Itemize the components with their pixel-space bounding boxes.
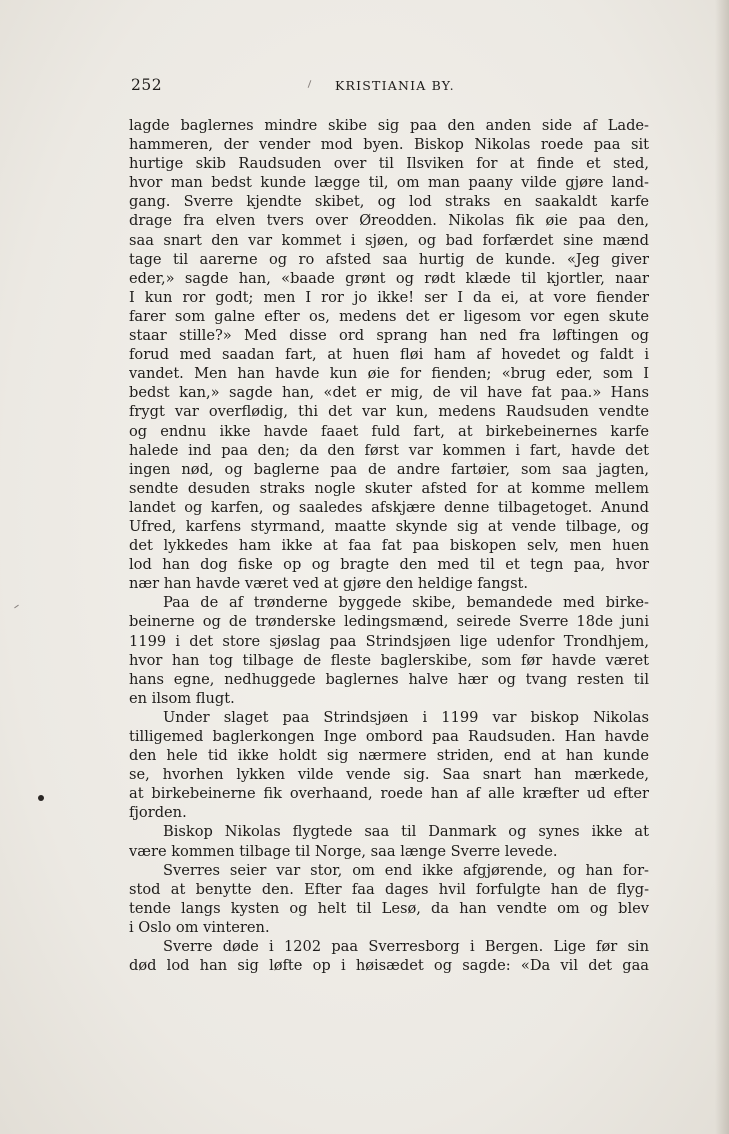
text-line: farer som galne efter os, medens det er ligesom vor egen skute [129,307,649,325]
text-line: gang. Sverre kjendte skibet, og lod straks en saakaldt karfe [129,193,649,211]
text-line: lagde baglernes mindre skibe sig paa den anden side af Lade- [129,117,649,134]
margin-tick-mark [14,605,19,609]
running-head: KRISTIANIA BY. [335,78,455,93]
text-line: se, hvorhen lykken vilde vende sig. Saa snart han mærkede, [129,766,649,784]
text-line: landet og karfen, og saaledes afskjære denne tilbagetoget. Anund [129,498,649,516]
text-line: bedst kan,» sagde han, «det er mig, de vil have fat paa.» Hans [129,384,649,402]
text-line: sendte desuden straks nogle skuter afsted for at komme mellem [129,479,649,497]
text-line: 1199 i det store sjøslag paa Strindsjøen lige udenfor Trondhjem, [129,632,649,650]
text-line: tage til aarerne og ro afsted saa hurtig de kunde. «Jeg giver [129,250,649,268]
text-line: hvor man bedst kunde lægge til, om man paany vilde gjøre land- [129,174,649,192]
text-line: forud med saadan fart, at huen fløi ham af hovedet og faldt i [129,346,649,364]
text-line: Paa de af trønderne byggede skibe, bemandede med birke- [163,594,649,612]
text-line: beinerne og de trønderske ledingsmænd, seirede Sverre 18de juni [129,613,649,631]
text-line: ingen nød, og baglerne paa de andre fartøier, som saa jagten, [129,460,649,478]
page-edge-shadow [715,0,729,1134]
text-line: nær han havde været ved at gjøre den heldige fangst. [129,575,529,593]
text-line: den hele tid ikke holdt sig nærmere striden, end at han kunde [129,747,649,765]
text-line: eder,» sagde han, «baade grønt og rødt klæde til kjortler, naar [129,269,649,287]
text-line: en ilsom flugt. [129,689,235,707]
text-line: saa snart den var kommet i sjøen, og bad forfærdet sine mænd [129,231,649,249]
text-line: Ufred, karfens styrmand, maatte skynde sig at vende tilbage, og [129,517,649,535]
ink-dot-mark [38,795,44,801]
text-line: lod han dog fiske op og bragte den med til et tegn paa, hvor [129,556,649,574]
text-line: halede ind paa den; da den først var kommen i fart, havde det [129,441,649,459]
text-line: og endnu ikke havde faaet fuld fart, at birkebeinernes karfe [129,422,649,440]
text-line: at birkebeinerne fik overhaand, roede han af alle kræfter ud efter [129,785,649,803]
text-line: Sverre døde i 1202 paa Sverresborg i Bergen. Lige før sin [163,938,649,956]
text-line: tilligemed baglerkongen Inge ombord paa Raudsuden. Han havde [129,728,649,745]
text-line: Sverres seier var stor, om end ikke afgjørende, og han for- [163,861,649,879]
text-line: vandet. Men han havde kun øie for fienden; «brug eder, som I [129,365,649,383]
text-line: staar stille?» Med disse ord sprang han ned fra løftingen og [129,327,649,345]
text-line: død lod han sig løfte op i høisædet og sagde: «Da vil det gaa [129,957,649,975]
text-line: det lykkedes ham ikke at faa fat paa biskopen selv, men huen [129,537,649,555]
text-line: være kommen tilbage til Norge, saa længe Sverre levede. [129,842,558,860]
text-line: I kun ror godt; men I ror jo ikke! ser I da ei, at vore fiender [129,288,649,306]
text-line: frygt var overflødig, thi det var kun, medens Raudsuden vendte [129,403,649,421]
text-line: hurtige skib Raudsuden over til Ilsviken for at finde et sted, [129,155,649,173]
text-line: hammeren, der vender mod byen. Biskop Nikolas roede paa sit [129,136,649,154]
text-line: fjorden. [129,804,187,822]
text-line: Under slaget paa Strindsjøen i 1199 var biskop Nikolas [163,708,649,726]
text-line: stod at benytte den. Efter faa dages hvil forfulgte han de flyg- [129,880,649,898]
body-text [129,116,649,975]
text-line: tende langs kysten og helt til Lesø, da han vendte om og blev [129,899,649,917]
text-line: drage fra elven tvers over Øreodden. Nikolas fik øie paa den, [129,212,649,230]
page-header [131,74,651,98]
text-line: i Oslo om vinteren. [129,918,270,936]
text-line: Biskop Nikolas flygtede saa til Danmark og synes ikke at [163,823,649,841]
text-line: hvor han tog tilbage de fleste baglerskibe, som før havde været [129,651,649,669]
text-line: hans egne, nedhuggede baglernes halve hær og tvang resten til [129,670,649,688]
page-number: 252 [131,76,163,94]
